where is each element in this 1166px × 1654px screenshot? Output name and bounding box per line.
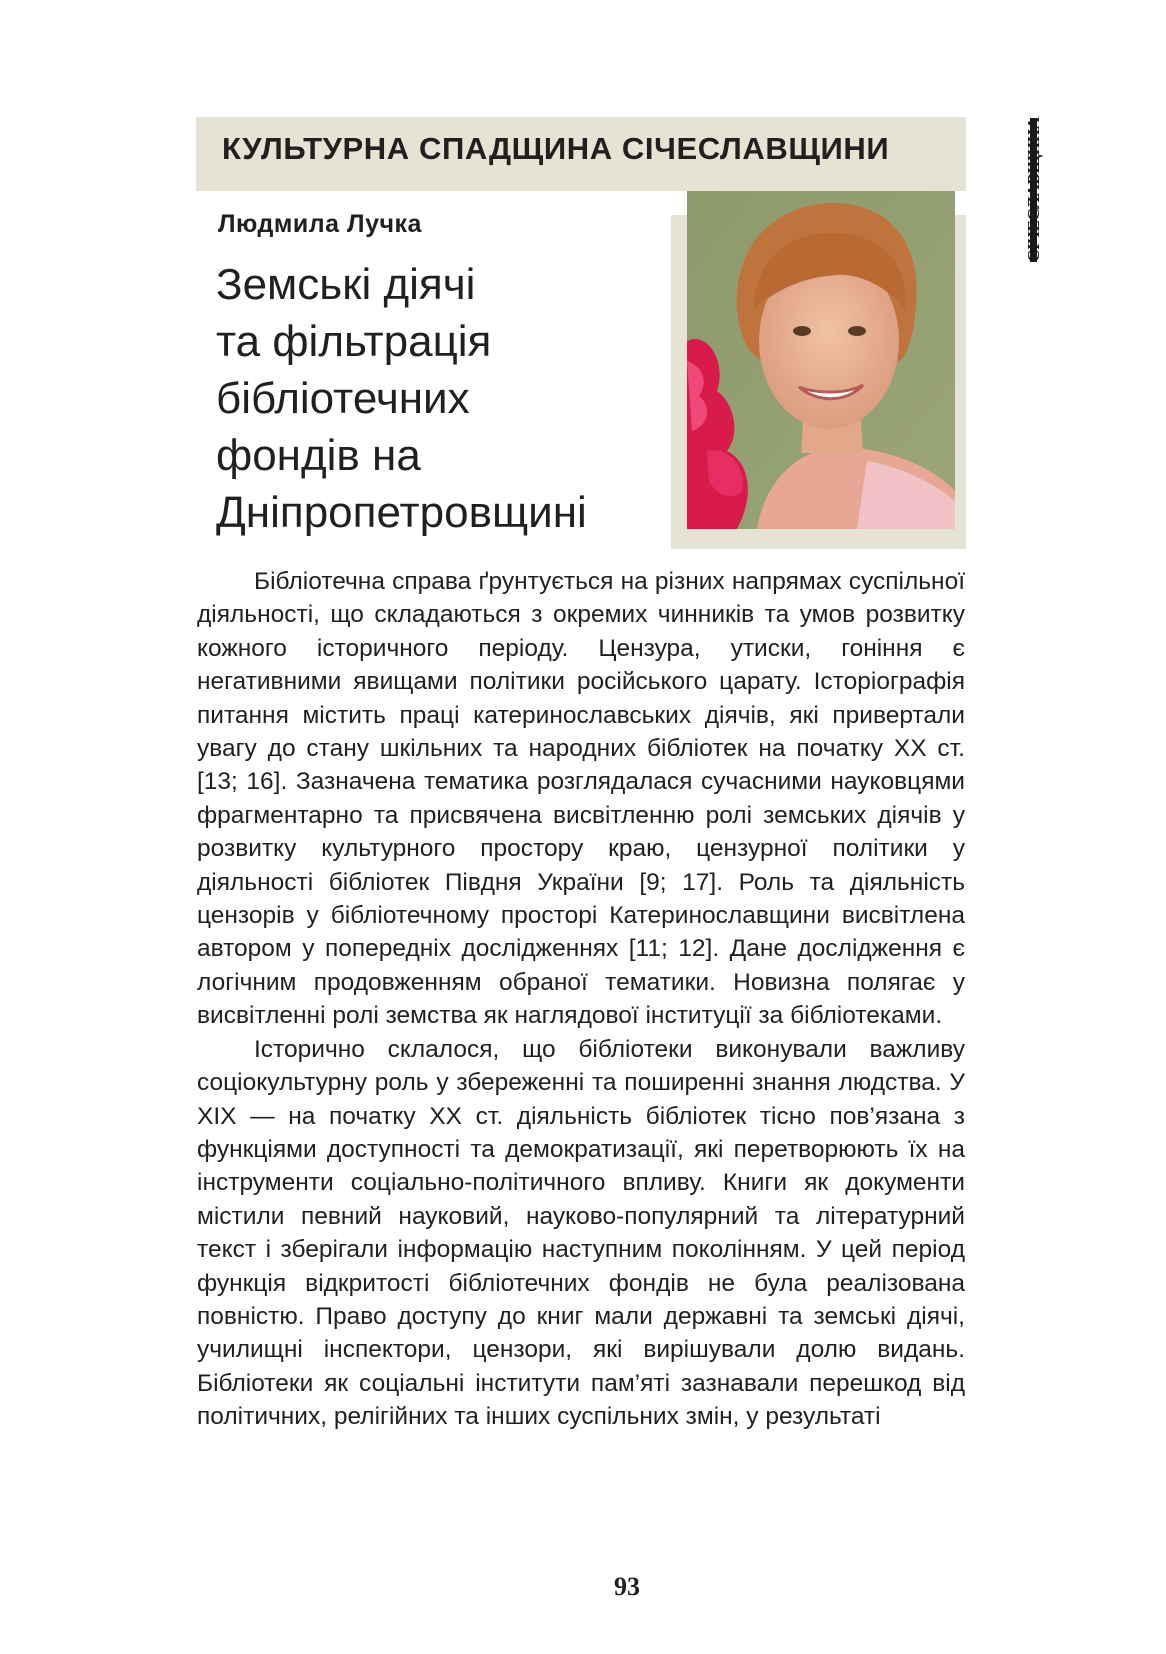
section-title: КУЛЬТУРНА СПАДЩИНА СІЧЕСЛАВЩИНИ [222, 131, 890, 166]
author-photo [687, 191, 955, 529]
journal-logo-text: СІЧЕСЛАВЩИНА [1024, 117, 1043, 262]
title-line: Земські діячі [216, 260, 476, 309]
title-line: та фільтрація [216, 317, 492, 366]
title-line: бібліотечних [216, 374, 470, 423]
body-paragraph: Бібліотечна справа ґрунтується на різних напрямах суспільної діяльності, що складаються з окремих чинників та умов розвитку кожного історичного періоду. Цензура, утиски, гоніння є негативними явищами політики російського царату. Історіографія питання містить праці катеринославських діячів, які привертали увагу до стану шкільних та народних бібліотек на початку ХХ ст. [13; 16]. Зазначена тематика розглядалася сучасними науковцями фрагментарно та присвячена висвітленню ролі земських діячів у розвитку культурного простору краю, цензурної політики у діяльності бібліотек Півдня України [9; 17]. Роль та діяльність цензорів у бібліотечному просторі Катеринославщини висвітлена автором у попередніх дослідженнях [11; 12]. Дане дослідження є логічним продовженням обраної тематики. Новизна полягає у висвітленні ролі земства як наглядової інституції за бібліотеками. [197, 568, 965, 1030]
article-body [197, 565, 965, 1434]
title-line: Дніпропетровщині [216, 488, 587, 537]
title-line: фондів на [216, 431, 421, 480]
author-name: Людмила Лучка [218, 210, 422, 238]
page-number: 93 [614, 1572, 640, 1601]
article-title [216, 256, 646, 541]
body-paragraph: Історично склалося, що бібліотеки виконували важливу соціокультурну роль у збереженні та поширенні знання людства. У ХІХ — на початку ХХ ст. діяльність бібліотек тісно пов’язана з функціями доступності та демократизації, які перетворюють їх на інструменти соціально-політичного впливу. Книги як документи містили певний науковий, науково-популярний та літературний текст і зберігали інформацію наступним поколінням. У цей період функція відкритості бібліотечних фондів не була реалізована повністю. Право доступу до книг мали державні та земські діячі, училищні інспектори, цензори, які вирішували долю видань. Бібліотеки як соціальні інститути пам’яті зазнавали перешкод від політичних, релігійних та інших суспільних змін, у результаті [197, 1035, 965, 1431]
